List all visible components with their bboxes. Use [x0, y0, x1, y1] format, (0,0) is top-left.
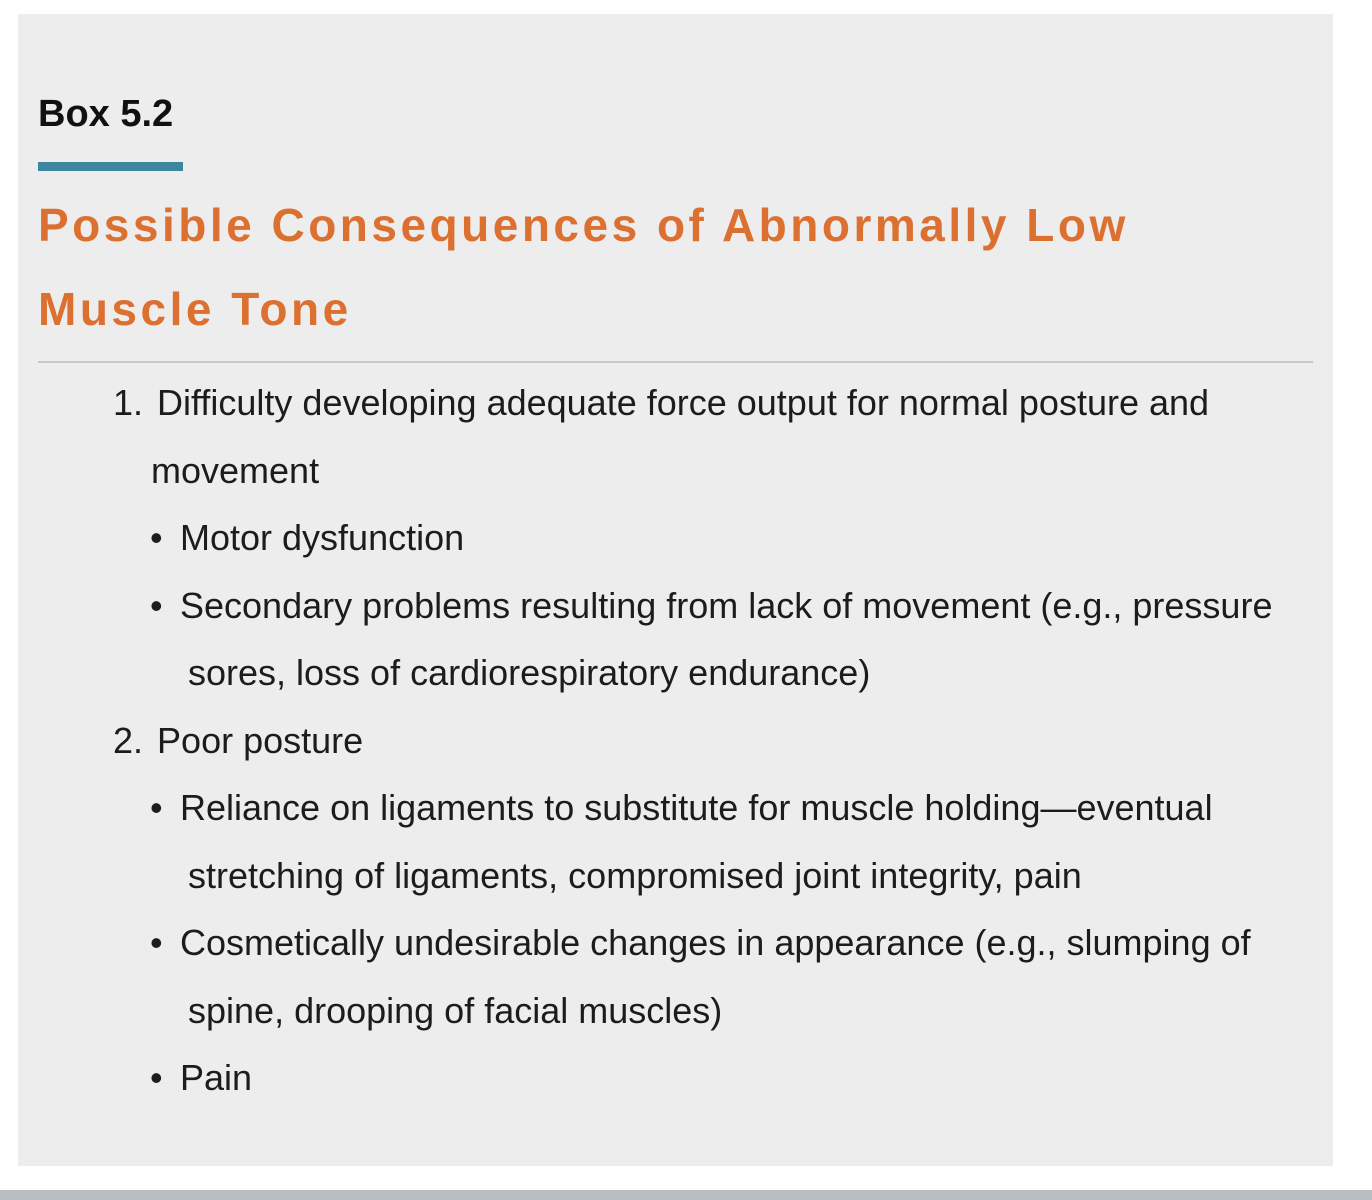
list-item-2	[38, 707, 1313, 775]
sub-item-text: Pain	[180, 1057, 253, 1098]
item-text: Poor posture	[157, 719, 364, 761]
sub-item-text: Reliance on ligaments to substitute for muscle holding—eventual stretching of ligaments, compromised joint integrity, pain	[180, 787, 1213, 896]
item-text: Difficulty developing adequate force output for normal posture and movement	[151, 382, 1210, 491]
label-underline	[38, 162, 183, 171]
page-bottom-border	[0, 1190, 1372, 1200]
text-box	[18, 14, 1333, 1166]
consequence-list	[38, 369, 1313, 1112]
sub-item	[38, 572, 1313, 707]
bullet-icon: •	[150, 787, 163, 828]
bullet-icon: •	[150, 1057, 163, 1098]
sub-item	[38, 1044, 1313, 1112]
item-number: 1.	[113, 382, 144, 423]
sub-item	[38, 774, 1313, 909]
item-number: 2.	[113, 719, 144, 761]
box-title: Possible Consequences of Abnormally Low Muscle Tone	[38, 199, 1129, 335]
sub-item-text: Secondary problems resulting from lack of movement (e.g., pressure sores, loss of cardiorespiratory endurance)	[180, 584, 1273, 693]
sub-item-text: Cosmetically undesirable changes in appearance (e.g., slumping of spine, drooping of facial muscles)	[180, 922, 1251, 1031]
sub-item	[38, 909, 1313, 1044]
list-item-1	[38, 369, 1313, 504]
bullet-icon: •	[150, 922, 163, 963]
sub-item-text: Motor dysfunction	[180, 517, 465, 558]
bullet-icon: •	[150, 584, 163, 626]
title-divider	[38, 361, 1313, 363]
sub-item	[38, 504, 1313, 572]
bullet-icon: •	[150, 517, 163, 558]
box-label: Box 5.2	[38, 93, 174, 135]
